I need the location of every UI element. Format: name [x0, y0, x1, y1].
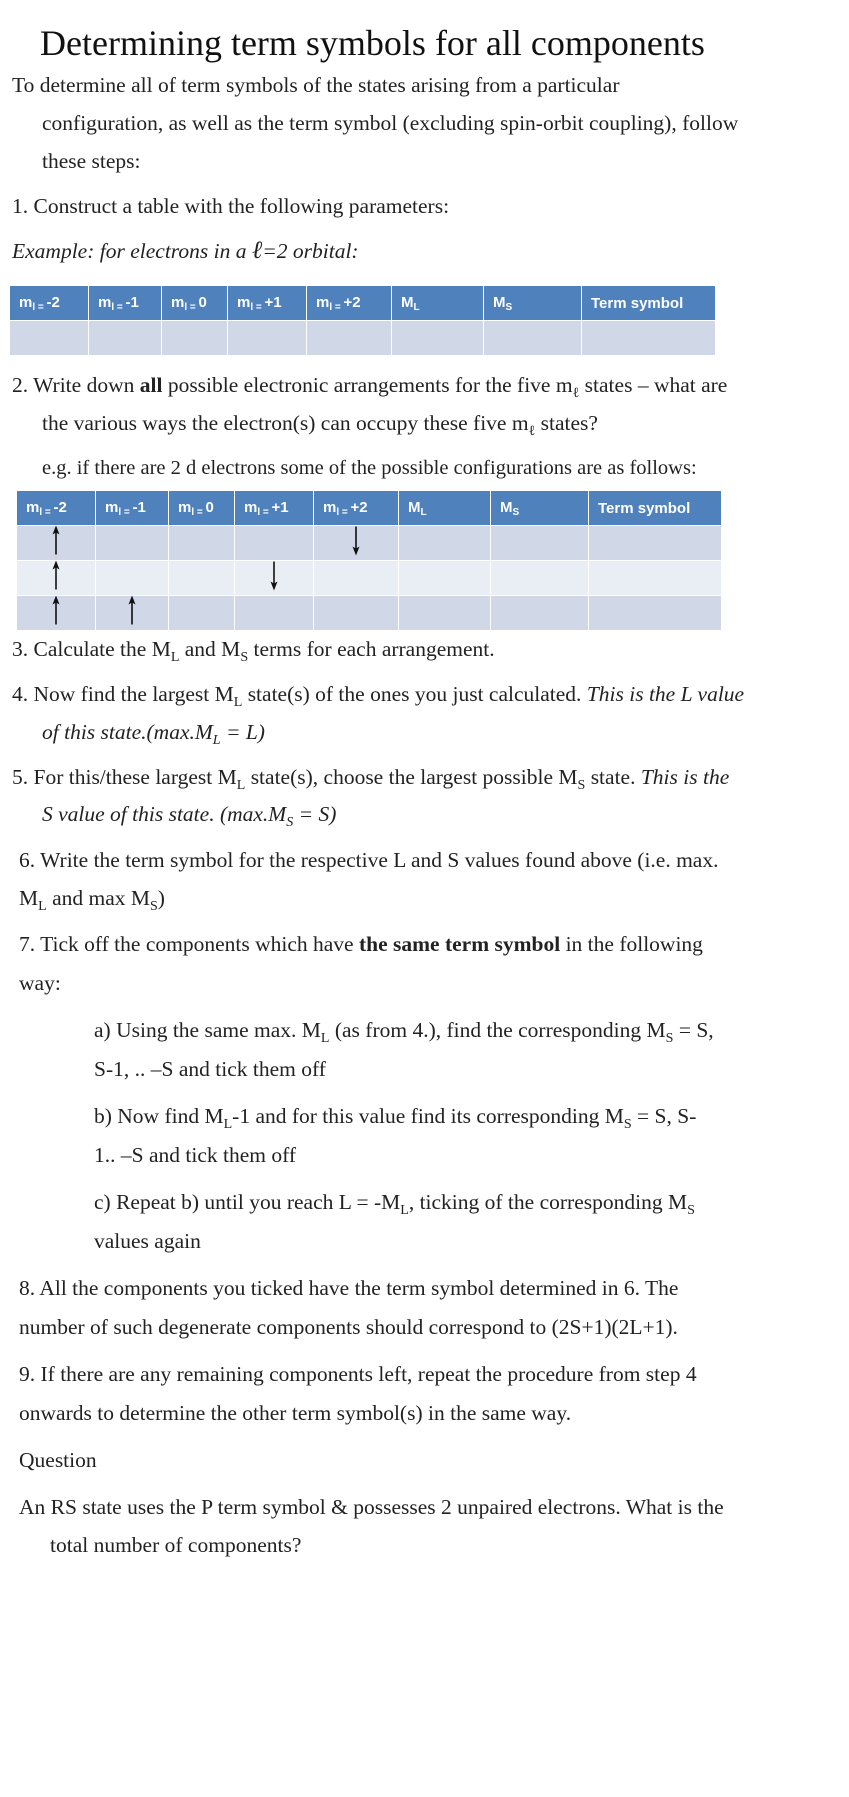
step-1-text: 1. Construct a table with the following parameters:: [12, 194, 450, 218]
header-ml-minus1: $m_{l =}$ -1: [89, 286, 162, 321]
step-4-line-1: 4. Now find the largest $M_L$ state(s) of the ones you just calculated. This is the L value: [12, 682, 745, 710]
step-5-line-1: 5. For this/these largest $M_L$ state(s), choose the largest possible $M_S$ state. This is the: [12, 765, 730, 793]
step-7b-line-1: b) Now find $M_L-1$ and for this value find its corresponding $M_S = S$, S-: [94, 1104, 697, 1132]
question-line-1: An RS state uses the P term symbol & possesses 2 unpaired electrons. What is the: [19, 1495, 724, 1519]
step-6-line-1: 6. Write the term symbol for the respective L and S values found above (i.e. max.: [19, 848, 719, 872]
table-row: [17, 561, 722, 596]
step-7b-line-2: 1.. –S and tick them off: [94, 1143, 297, 1167]
header-ml-minus2: $m_{l =}$ -2: [17, 491, 96, 526]
header-MS: $M_S$: [491, 491, 589, 526]
header-ML: $M_L$: [399, 491, 491, 526]
example-text: Example: for electrons in a ℓ=2 orbital:: [12, 235, 359, 264]
spin-up-arrow-icon: [51, 596, 61, 631]
step-9-line-2: onwards to determine the other term symbol(s) in the same way.: [19, 1401, 572, 1425]
parameter-table: [9, 285, 716, 356]
spin-up-arrow-icon: [51, 561, 61, 596]
step-6-line-2: $M_L$ and $\max M_S$): [19, 886, 165, 914]
question-line-2: total number of components?: [50, 1533, 302, 1557]
step-4-line-2: of this $state.(\max.M_L = L)$: [42, 720, 265, 748]
header-MS: $M_S$: [484, 286, 582, 321]
header-ml-0: $m_{l =}$ 0: [169, 491, 235, 526]
header-term-symbol: Term symbol: [589, 491, 722, 526]
header-ml-plus1: $m_{l =} +1$: [235, 491, 314, 526]
step-9-line-1: 9. If there are any remaining components left, repeat the procedure from step 4: [19, 1362, 697, 1386]
header-ml-minus2: $m_{l =}$ -2: [10, 286, 89, 321]
step-7-line-2: way:: [19, 971, 61, 995]
intro-line-3: these steps:: [42, 149, 141, 173]
step-2-line-1: 2. Write down all possible electronic arrangements for the five $m_\ell$ states – what are: [12, 373, 728, 401]
header-ml-plus2: $m_{l =} +2$: [314, 491, 399, 526]
step-3-text: 3. Calculate the $M_L$ and $M_S$ terms for each arrangement.: [12, 637, 495, 665]
spin-up-arrow-icon: [51, 526, 61, 561]
spin-down-arrow-icon: [351, 526, 361, 561]
intro-line-1: To determine all of term symbols of the states arising from a particular: [12, 73, 620, 97]
step-7-line-1: 7. Tick off the components which have the same term symbol in the following: [19, 932, 703, 956]
step-7a-line-1: a) Using the same max. $M_L$ (as from 4.), find the corresponding $M_S = S$,: [94, 1018, 714, 1046]
spin-down-arrow-icon: [269, 561, 279, 596]
header-ML: $M_L$: [392, 286, 484, 321]
step-8-line-1: 8. All the components you ticked have the term symbol determined in 6. The: [19, 1276, 679, 1300]
question-heading: Question: [19, 1448, 97, 1472]
step-2-line-2: the various ways the electron(s) can occupy these five $m_\ell$ states?: [42, 411, 598, 439]
header-ml-0: $m_{l =}$ 0: [162, 286, 228, 321]
table-row: [17, 526, 722, 561]
header-ml-plus1: $m_{l =} +1$: [228, 286, 307, 321]
step-7a-line-2: S-1, .. –S and tick them off: [94, 1057, 326, 1081]
table-row: [10, 321, 716, 356]
step-8-line-2: number of such degenerate components should correspond to (2S+1)(2L+1).: [19, 1315, 678, 1339]
table-row: [17, 596, 722, 631]
spin-up-arrow-icon: [127, 596, 137, 631]
intro-line-2: configuration, as well as the term symbol (excluding spin-orbit coupling), follow: [42, 111, 739, 135]
arrangement-table: [16, 490, 722, 631]
header-ml-plus2: $m_{l =} +2$: [307, 286, 392, 321]
header-term-symbol: Term symbol: [582, 286, 716, 321]
page-title: Determining term symbols for all components: [40, 23, 705, 63]
step-7c-line-1: c) Repeat b) until you reach $L = -M_L$, ticking of the corresponding $M_S$: [94, 1190, 695, 1218]
step-7c-line-2: values again: [94, 1229, 201, 1253]
step-2-line-3: e.g. if there are 2 d electrons some of the possible configurations are as follows:: [42, 457, 697, 479]
table-header-row: [10, 286, 716, 321]
ell-symbol: ℓ: [251, 235, 263, 264]
header-ml-minus1: $m_{l =}$ -1: [96, 491, 169, 526]
step-5-line-2: S value of this state. $(\max.M_S = S)$: [42, 802, 337, 830]
table-header-row: [17, 491, 722, 526]
